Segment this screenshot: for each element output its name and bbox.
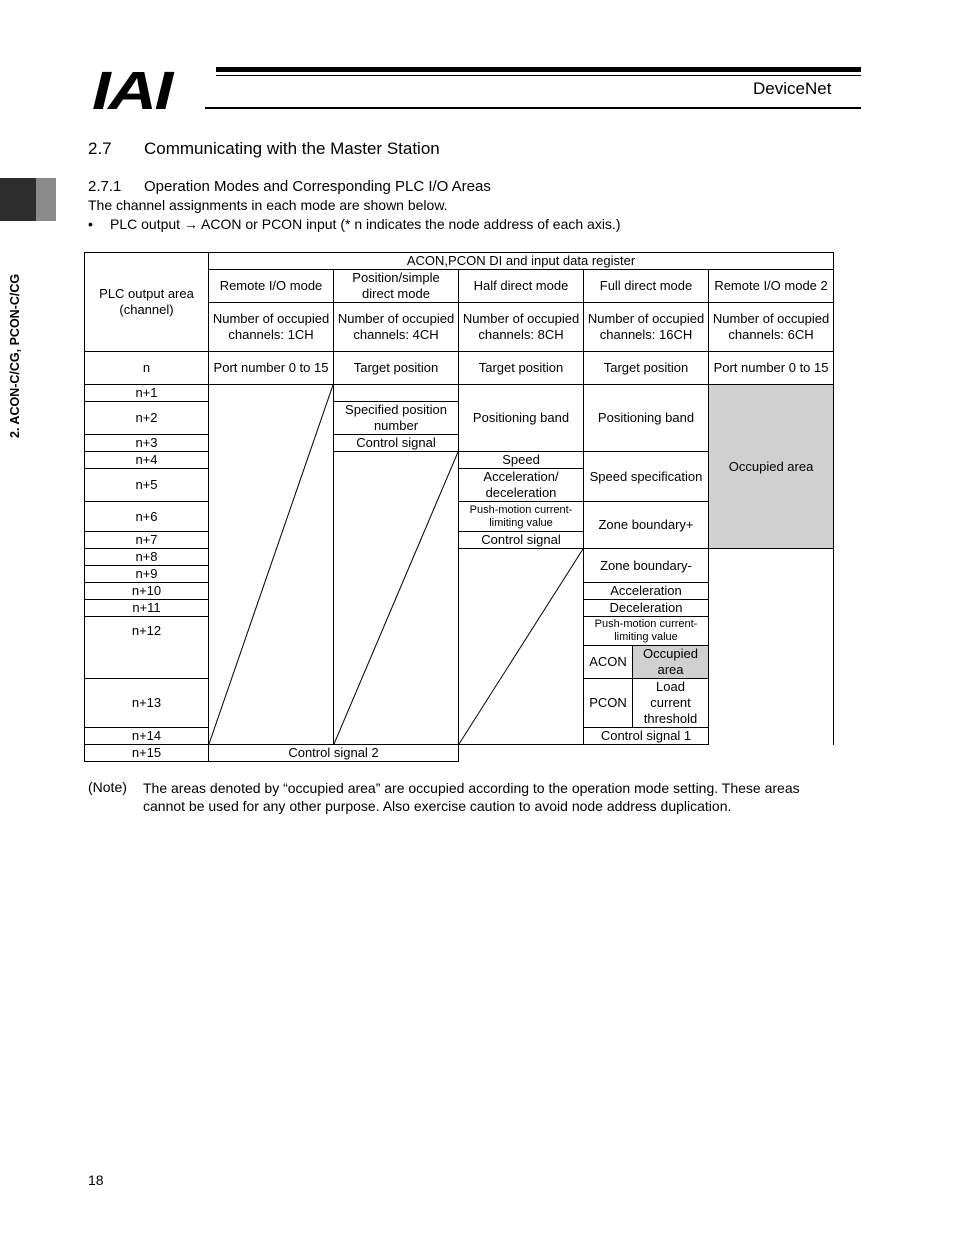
full-pcon-label: PCON	[584, 679, 633, 728]
subsection-heading	[88, 178, 491, 195]
pos-ctrl-cell: Control signal	[334, 435, 459, 452]
channel-cell: n+7	[85, 532, 209, 549]
full-acon-label: ACON	[584, 646, 633, 679]
half-ctrl-cell: Control signal	[459, 532, 584, 549]
bullet-line	[88, 216, 620, 232]
channel-cell: n	[85, 352, 209, 385]
group-header-cell: ACON,PCON DI and input data register	[209, 253, 834, 270]
half-target-cell: Target position	[459, 352, 584, 385]
pos-spec-cell: Specified position number	[334, 402, 459, 435]
mode-header: Remote I/O mode 2	[709, 270, 834, 303]
r2-port-cell: Port number 0 to 15	[709, 352, 834, 385]
half-push-cell: Push-motion current-limiting value	[459, 502, 584, 532]
channel-cell: n+14	[85, 728, 209, 745]
note-label: (Note)	[88, 779, 127, 795]
bullet-text: PLC output → ACON or PCON input (* n indicates the node address of each axis.)	[110, 216, 621, 232]
full-push-cell: Push-motion current-limiting value	[584, 617, 709, 646]
mode-header: Position/simple direct mode	[334, 270, 459, 303]
channel-cell: n+13	[85, 679, 209, 728]
bullet-mark: •	[88, 216, 93, 232]
remote-port-cell: Port number 0 to 15	[209, 352, 334, 385]
full-zone-plus-cell: Zone boundary+	[584, 502, 709, 549]
channel-cell: n+4	[85, 452, 209, 469]
full-zone-minus-cell: Zone boundary-	[584, 549, 709, 583]
occupied-count: Number of occupied channels: 6CH	[709, 303, 834, 352]
row-header-cell: PLC output area (channel)	[85, 253, 209, 352]
header-rule-thin	[216, 75, 861, 76]
channel-cell: n+8	[85, 549, 209, 566]
chapter-side-label: 2. ACON-C/CG, PCON-C/CG	[8, 273, 22, 438]
full-decel-cell: Deceleration	[584, 600, 709, 617]
occupied-count: Number of occupied channels: 8CH	[459, 303, 584, 352]
full-acon-occupied: Occupied area	[633, 646, 709, 679]
pos-blank-cell	[334, 385, 459, 402]
page-number: 18	[88, 1172, 104, 1188]
header-rule-thick	[216, 67, 861, 72]
r2-occupied-cell: Occupied area	[709, 385, 834, 549]
remote-unused-cell	[209, 385, 334, 745]
occupied-count: Number of occupied channels: 16CH	[584, 303, 709, 352]
channel-cell: n+2	[85, 402, 209, 435]
intro-text: The channel assignments in each mode are shown below.	[88, 197, 448, 213]
unused-diagonal	[209, 385, 333, 744]
mode-header: Half direct mode	[459, 270, 584, 303]
channel-cell: n+6	[85, 502, 209, 532]
full-target-cell: Target position	[584, 352, 709, 385]
occupied-count: Number of occupied channels: 1CH	[209, 303, 334, 352]
header-rule-bottom	[205, 107, 861, 109]
full-ctrl2-cell: Control signal 2	[209, 745, 459, 762]
subsection-number: 2.7.1	[88, 178, 122, 195]
iai-logo: IAI	[92, 61, 171, 121]
pos-unused-cell	[334, 452, 459, 745]
half-band-cell: Positioning band	[459, 385, 584, 452]
full-ctrl1-cell: Control signal 1	[584, 728, 709, 745]
channel-cell: n+1	[85, 385, 209, 402]
full-speed-cell: Speed specification	[584, 452, 709, 502]
unused-diagonal	[459, 549, 583, 744]
channel-cell: n+15	[85, 745, 209, 762]
channel-cell: n+12	[85, 617, 209, 679]
channel-cell: n+9	[85, 566, 209, 583]
section-number: 2.7	[88, 139, 112, 158]
section-heading	[88, 139, 440, 159]
subsection-title: Operation Modes and Corresponding PLC I/O Areas	[144, 178, 491, 195]
full-accel-cell: Acceleration	[584, 583, 709, 600]
mode-header: Full direct mode	[584, 270, 709, 303]
note-text: The areas denoted by “occupied area” are occupied according to the operation mode setting. These areas cannot be used for any other purpose. Also exercise caution to avoid node address duplication.	[143, 780, 800, 814]
chapter-tab	[0, 178, 36, 221]
full-band-cell: Positioning band	[584, 385, 709, 452]
channel-assignment-table	[84, 252, 834, 762]
channel-cell: n+5	[85, 469, 209, 502]
section-title: Communicating with the Master Station	[144, 139, 440, 158]
chapter-tab-shade	[36, 178, 56, 221]
channel-cell: n+10	[85, 583, 209, 600]
channel-cell: n+11	[85, 600, 209, 617]
unused-diagonal	[334, 452, 458, 744]
mode-header: Remote I/O mode	[209, 270, 334, 303]
half-unused-cell	[459, 549, 584, 745]
half-speed-cell: Speed	[459, 452, 584, 469]
product-name: DeviceNet	[753, 79, 832, 98]
pos-target-cell: Target position	[334, 352, 459, 385]
full-pcon-load: Load current threshold	[633, 679, 709, 728]
half-accel-cell: Acceleration/ deceleration	[459, 469, 584, 502]
occupied-count: Number of occupied channels: 4CH	[334, 303, 459, 352]
channel-cell: n+3	[85, 435, 209, 452]
